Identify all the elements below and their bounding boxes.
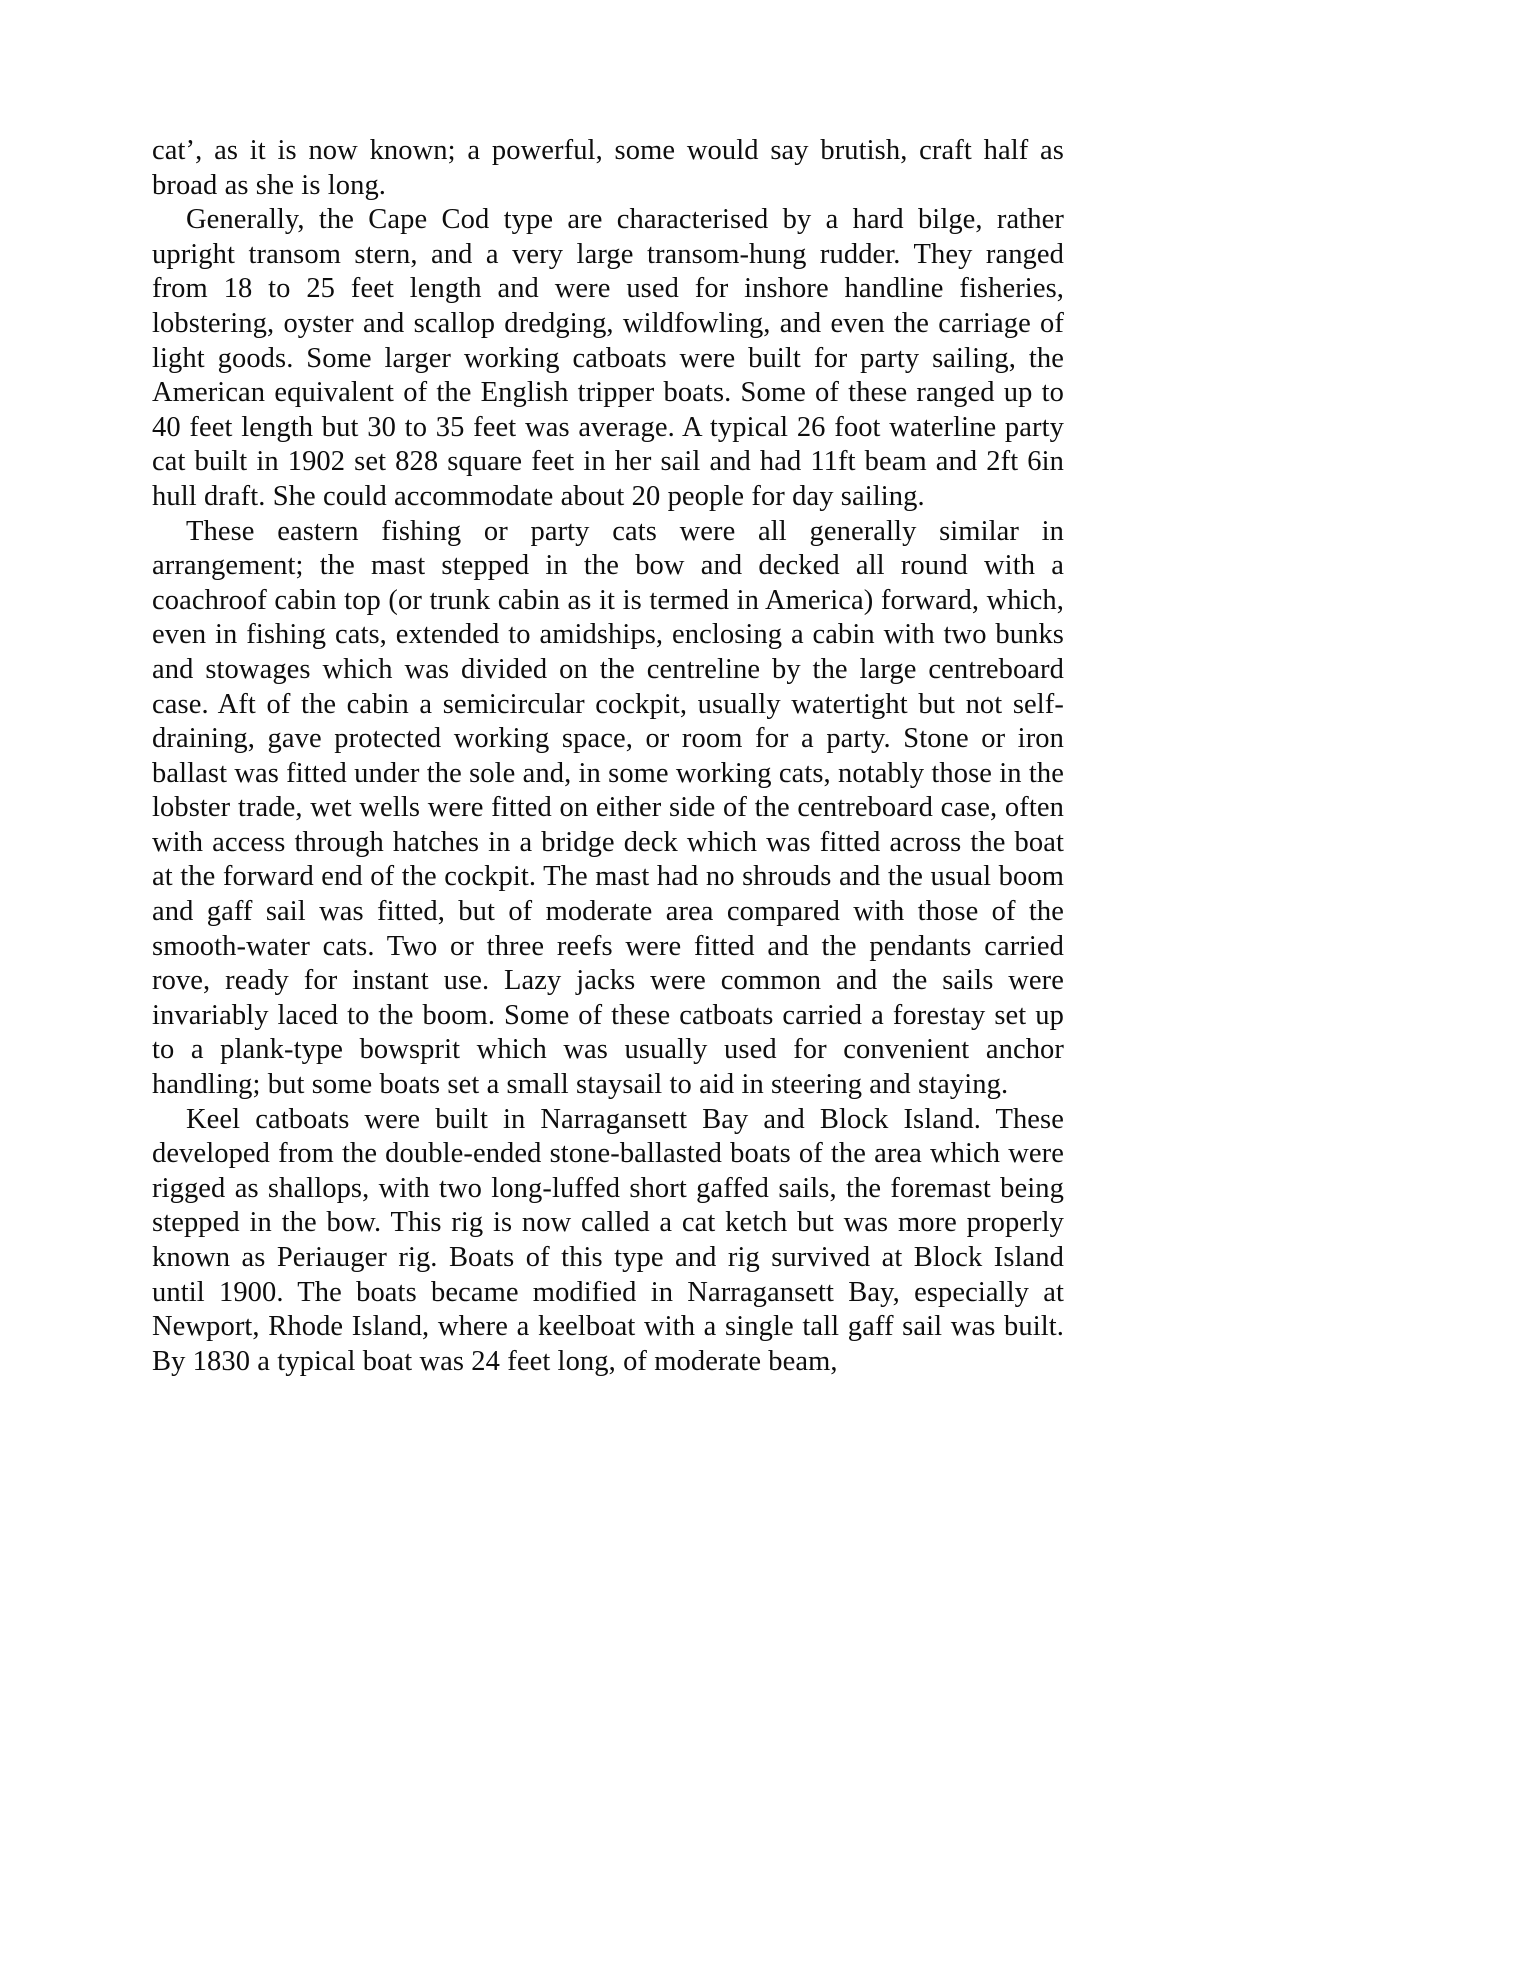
paragraph-keel-catboats: Keel catboats were built in Narragansett Bay and Block Island. These developed from the double-ended stone-ballasted boats of the area which were rigged as shallops, with two long-luffed short gaffed sails, the foremast being stepped in the bow. This rig is now called a cat ketch but was more properly known as Periauger rig. Boats of this type and rig survived at Block Island until 1900. The boats became modified in Narragansett Bay, especially at Newport, Rhode Island, where a keelboat with a single tall gaff sail was built. By 1830 a typical boat was 24 feet long, of moderate beam, xyxy=(152,1103,1064,1377)
page-text-block xyxy=(152,134,1064,1379)
paragraph-eastern-cats-arrangement: These eastern fishing or party cats were all generally similar in arrangement; the mast stepped in the bow and decked all round with a coachroof cabin top (or trunk cabin as it is termed in America) forward, which, even in fishing cats, extended to amidships, enclosing a cabin with two bunks and stowages which was divided on the centreline by the large centreboard case. Aft of the cabin a semicircular cockpit, usually watertight but not self-draining, gave protected working space, or room for a party. Stone or iron ballast was fitted under the sole and, in some working cats, notably those in the lobster trade, wet wells were fitted on either side of the centreboard case, often with access through hatches in a bridge deck which was fitted across the boat at the forward end of the cockpit. The mast had no shrouds and the usual boom and gaff sail was fitted, but of moderate area compared with those of the smooth-water cats. Two or three reefs were fitted and the pendants carried rove, ready for instant use. Lazy jacks were common and the sails were invariably laced to the boom. Some of these catboats carried a forestay set up to a plank-type bowsprit which was usually used for convenient anchor handling; but some boats set a small staysail to aid in steering and staying. xyxy=(152,515,1064,1101)
paragraph-continuation: cat’, as it is now known; a powerful, some would say brutish, craft half as broad as she is long. xyxy=(152,135,1064,201)
paragraph-cape-cod-type: Generally, the Cape Cod type are characterised by a hard bilge, rather upright transom stern, and a very large transom-hung rudder. They ranged from 18 to 25 feet length and were used for inshore handline fisheries, lobstering, oyster and scallop dredging, wildfowling, and even the carriage of light goods. Some larger working catboats were built for party sailing, the American equivalent of the English tripper boats. Some of these ranged up to 40 feet length but 30 to 35 feet was average. A typical 26 foot waterline party cat built in 1902 set 828 square feet in her sail and had 11ft beam and 2ft 6in hull draft. She could accommodate about 20 people for day sailing. xyxy=(152,204,1064,512)
